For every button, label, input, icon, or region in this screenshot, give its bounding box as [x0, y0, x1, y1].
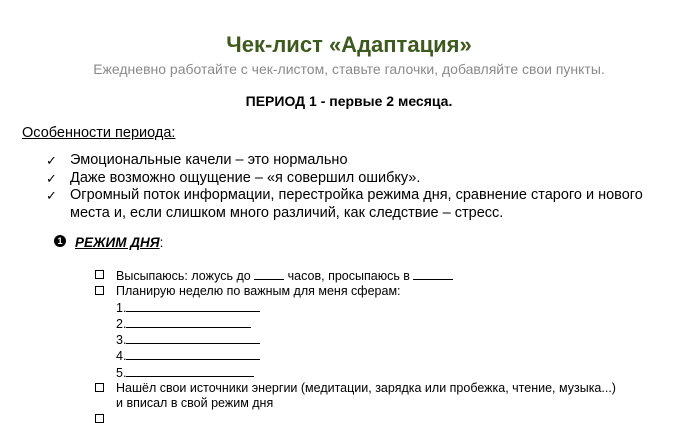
- regime-label: РЕЖИМ ДНЯ: [75, 235, 160, 250]
- plan-line-blank[interactable]: [126, 348, 260, 360]
- plan-line: [95, 300, 685, 316]
- plan-line: [95, 332, 685, 348]
- task-energy: [95, 381, 685, 412]
- features-heading-colon: :: [171, 125, 176, 141]
- number-one-icon: 1: [54, 235, 66, 247]
- feature-item: [46, 170, 686, 188]
- plan-line: [95, 348, 685, 364]
- plan-line: [95, 316, 685, 332]
- page-subtitle: Ежедневно работайте с чек-листом, ставьте галочки, добавляйте свои пункты.: [93, 61, 605, 77]
- plan-line-number: 4.: [116, 349, 127, 364]
- plan-line-number: 2.: [116, 316, 127, 331]
- plan-line-blank[interactable]: [126, 316, 251, 328]
- plan-line: [95, 365, 685, 381]
- bedtime-blank[interactable]: [254, 268, 284, 280]
- task-plan-text: Планирую неделю по важным для меня сферам:: [116, 284, 401, 299]
- features-heading: [22, 124, 175, 142]
- feature-text: Даже возможно ощущение – «я совершил ошибку».: [70, 169, 421, 186]
- checkbox[interactable]: [95, 414, 104, 423]
- task-sleep-text-2: часов, просыпаюсь в: [287, 269, 410, 283]
- plan-line-blank[interactable]: [126, 365, 254, 377]
- plan-line-blank[interactable]: [126, 332, 260, 344]
- regime-colon: :: [159, 235, 164, 250]
- plan-line-number: 3.: [116, 333, 127, 348]
- feature-item: [46, 152, 686, 170]
- wakeup-blank[interactable]: [413, 268, 453, 280]
- feature-text: Огромный поток информации, перестройка режима дня, сравнение старого и нового места и, если слишком много различий, как следствие – стресс.: [70, 187, 643, 221]
- task-plan: [95, 284, 685, 299]
- task-list: [95, 268, 685, 412]
- features-heading-text: Особенности периода: [22, 125, 172, 141]
- plan-line-number: 5.: [116, 365, 127, 380]
- features-list: [46, 152, 686, 222]
- page-title: Чек-лист «Адаптация»: [226, 32, 472, 57]
- checkbox[interactable]: [95, 270, 104, 279]
- regime-heading: [54, 234, 163, 252]
- checkbox[interactable]: [95, 383, 104, 392]
- plan-line-blank[interactable]: [126, 300, 260, 312]
- task-energy-line1: Нашёл свои источники энергии (медитации, зарядка или пробежка, чтение, музыка...): [116, 381, 616, 396]
- feature-item: [46, 187, 686, 222]
- plan-line-number: 1.: [116, 300, 127, 315]
- checkmark-icon: ✓: [46, 153, 57, 168]
- task-sleep-text-1: Высыпаюсь: ложусь до: [116, 269, 251, 283]
- checkmark-icon: ✓: [46, 188, 57, 203]
- task-sleep: [95, 268, 685, 284]
- task-energy-line2: и вписал в свой режим дня: [116, 396, 274, 411]
- feature-text: Эмоциональные качели – это нормально: [70, 152, 348, 168]
- checkbox[interactable]: [95, 286, 104, 295]
- period-heading: ПЕРИОД 1 - первые 2 месяца.: [245, 93, 453, 109]
- checkmark-icon: ✓: [46, 170, 57, 186]
